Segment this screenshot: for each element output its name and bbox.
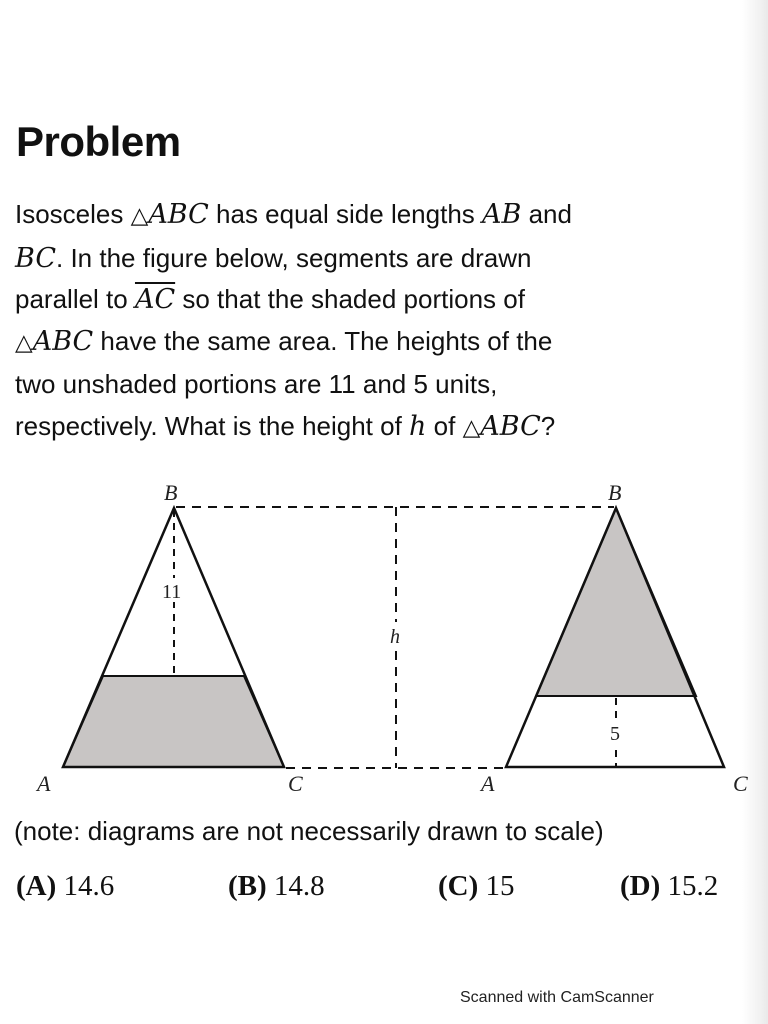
choice-b[interactable] xyxy=(228,870,325,903)
problem-text-segment: so that the shaded portions of xyxy=(175,284,525,314)
math-ab: AB xyxy=(482,199,522,230)
problem-text-segment: and xyxy=(521,199,572,229)
problem-text-segment: Isosceles xyxy=(15,199,131,229)
problem-text-segment: of xyxy=(426,410,463,441)
math-triangle-abc xyxy=(463,411,541,442)
problem-text-segment: has equal side lengths xyxy=(208,199,483,229)
triangle-symbol: △ xyxy=(15,329,33,356)
triangle-symbol: △ xyxy=(462,414,481,441)
choice-a-value: 14.6 xyxy=(63,870,115,902)
left-vertex-a-label: A xyxy=(37,771,51,796)
math-triangle-abc xyxy=(131,199,209,230)
left-vertex-c-label: C xyxy=(288,771,303,796)
math-abc: ABC xyxy=(148,199,209,230)
choice-c[interactable] xyxy=(438,870,515,903)
problem-text-segment: . In the figure below, segments are drawn xyxy=(56,242,532,273)
left-vertex-b-label: B xyxy=(164,480,178,505)
math-triangle-abc xyxy=(15,326,93,357)
math-bc: BC xyxy=(15,242,57,274)
triangle-symbol: △ xyxy=(130,203,149,229)
problem-text-segment: respectively. What is the height of xyxy=(15,410,410,441)
right-vertex-c-label: C xyxy=(733,771,748,796)
triangle-figure xyxy=(0,476,768,806)
right-vertex-a-label: A xyxy=(481,771,495,796)
camscanner-footer: Scanned with CamScanner xyxy=(460,989,654,1006)
choice-b-value: 14.8 xyxy=(273,870,325,902)
scale-note: (note: diagrams are not necessarily drawn to scale) xyxy=(14,816,604,846)
choice-d[interactable] xyxy=(620,870,718,903)
problem-text-segment: two unshaded portions are 11 and 5 units, xyxy=(15,369,498,399)
problem-text-segment: ? xyxy=(540,410,556,441)
problem-text-segment: parallel to xyxy=(15,284,135,314)
math-ac-overline: $\overline{AC}$ xyxy=(134,284,176,315)
choice-d-value: 15.2 xyxy=(667,870,719,902)
choice-a[interactable] xyxy=(16,870,114,903)
choice-a-letter: (A) xyxy=(16,870,57,902)
choice-c-letter: (C) xyxy=(438,870,479,902)
height-h-label: h xyxy=(390,626,400,648)
problem-text-segment: have the same area. The heights of the xyxy=(93,325,553,356)
right-vertex-b-label: B xyxy=(608,480,622,505)
problem-statement xyxy=(15,194,740,449)
choice-b-letter: (B) xyxy=(228,870,267,902)
math-h: h xyxy=(409,410,427,442)
right-shaded-triangle xyxy=(536,508,696,696)
answer-choices xyxy=(16,870,768,910)
left-height-11-label: 11 xyxy=(162,581,182,603)
choice-c-value: 15 xyxy=(485,870,515,902)
left-triangle xyxy=(63,508,284,767)
math-abc: ABC xyxy=(480,410,541,442)
math-abc: ABC xyxy=(32,325,94,357)
page-title: Problem xyxy=(16,118,181,165)
right-height-5-label: 5 xyxy=(610,723,620,745)
choice-d-letter: (D) xyxy=(620,870,661,902)
